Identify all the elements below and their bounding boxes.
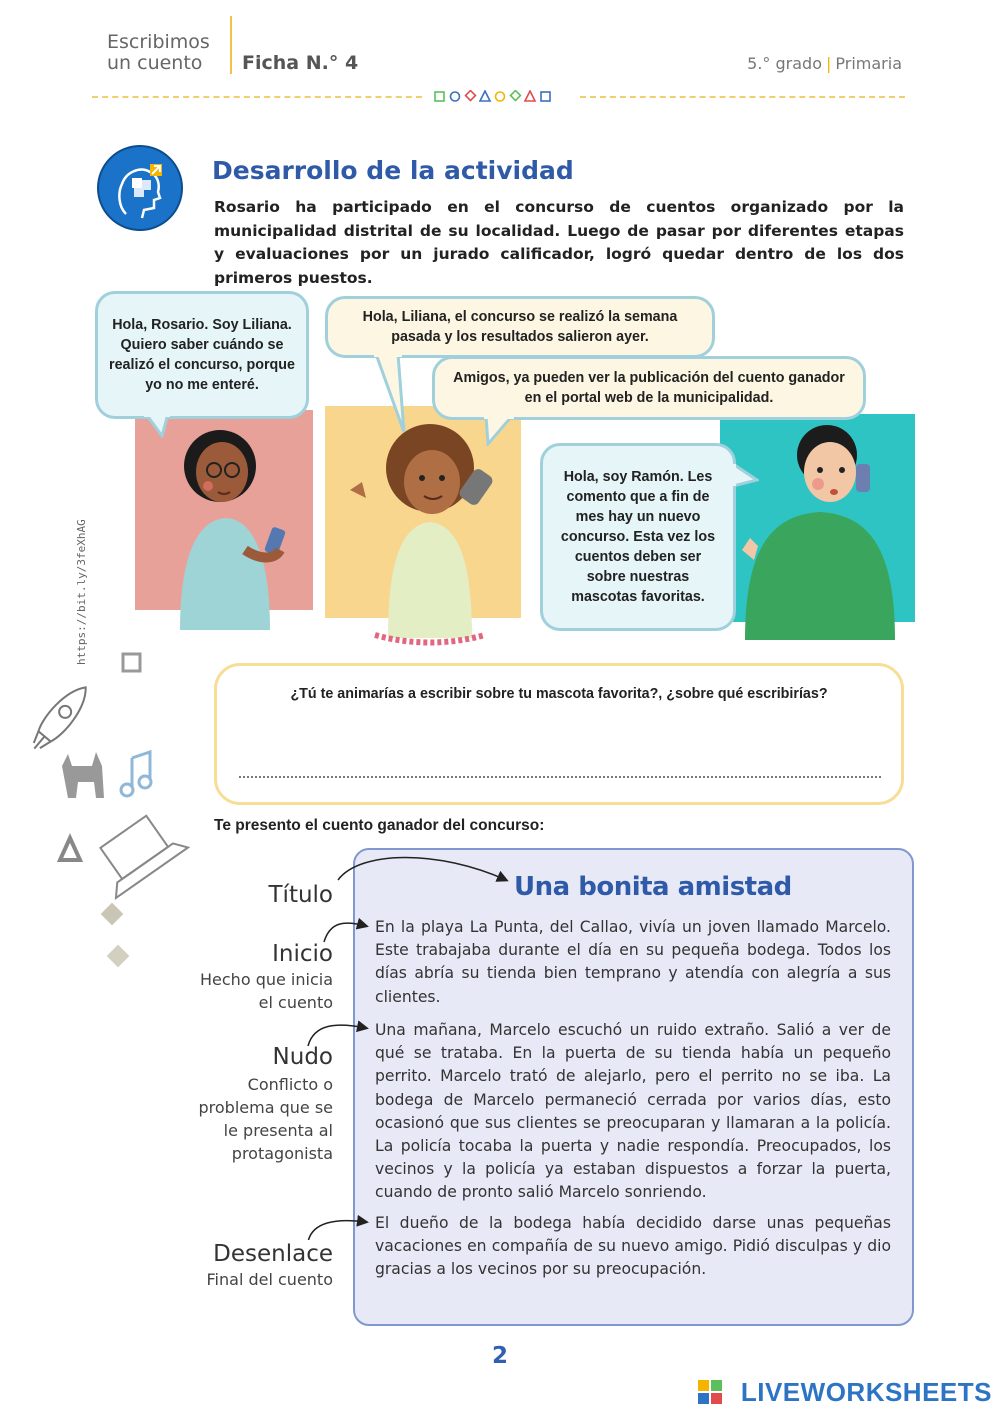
- speech-bubble-rosario-2: [432, 356, 866, 420]
- story-title: Una bonita amistad: [514, 872, 792, 902]
- label-nudo-desc: Conflicto o problema que se le presenta al protagonista: [198, 1075, 333, 1163]
- activity-intro: Rosario ha participado en el concurso de cuentos organizado por la municipalidad distrital de su localidad. Luego de pasar por diferentes etapas y evaluaciones por un jurado calificador, logró quedar dentro de los dos primeros puestos.: [214, 198, 904, 287]
- label-inicio: Inicio: [272, 941, 333, 967]
- ramon-speech: Hola, soy Ramón. Les comento que a fin de mes hay un nuevo concurso. Esta vez los cuentos deben ser sobre nuestras mascotas favoritas.: [560, 469, 716, 605]
- speech-bubble-liliana: [95, 291, 309, 419]
- bubble-tail-ramon: [733, 462, 759, 492]
- bubble-tail-liliana: [140, 414, 180, 438]
- activity-title: Desarrollo de la actividad: [212, 156, 574, 185]
- speech-bubble-rosario-1: [325, 296, 715, 358]
- story-paragraph-desenlace: El dueño de la bodega había decidido darse unas pequeñas vacaciones en compañía de su nuevo amigo. Pidió disculpas y dio gracias a los vecinos por su preocupación.: [375, 1214, 891, 1279]
- answer-input[interactable]: [247, 726, 871, 770]
- level-text: Primaria: [835, 54, 902, 73]
- label-desenlace: Desenlace: [213, 1241, 333, 1267]
- header-dashed-line-right: [580, 96, 905, 98]
- label-nudo: Nudo: [272, 1044, 333, 1070]
- label-desenlace-desc: Final del cuento: [206, 1270, 333, 1289]
- page-number: 2: [491, 1343, 508, 1369]
- grade-text: 5.° grado: [747, 54, 822, 73]
- source-url: https://bit.ly/3feXhAG: [75, 519, 88, 665]
- liliana-speech: Hola, Rosario. Soy Liliana. Quiero saber cuándo se realizó el concurso, porque yo no me enteré.: [109, 317, 295, 393]
- header-dashed-line-left: [92, 96, 422, 98]
- header-divider: [230, 16, 232, 74]
- sheet-number: Ficha N.° 4: [242, 52, 359, 74]
- story-intro-text: Te presento el cuento ganador del concurso:: [214, 817, 545, 834]
- story-paragraph-inicio: En la playa La Punta, del Callao, vivía un joven llamado Marcelo. Este trabajaba durante el día en su pequeña bodega. Todos los días abría su tienda bien temprano y atendía con alegría a sus clientes.: [375, 918, 891, 1006]
- grade-separator: |: [826, 54, 832, 73]
- structure-arrows: [300, 850, 520, 1240]
- label-titulo: Título: [268, 882, 333, 908]
- brand-name[interactable]: LIVEWORKSHEETS: [740, 1377, 992, 1407]
- bubble-tail-rosario-2: [482, 416, 518, 446]
- story-paragraph-nudo: Una mañana, Marcelo escuchó un ruido extraño. Salió a ver de qué se trataba. En la puerta de su tienda había un pequeño perrito. Marcelo trató de alejarlo, pero el perrito no se iba. La bodega de Marcelo permaneció cerrada por varios días, esto ocasionó que sus clientes se preocuparan y llamaran a la policía. La policía tocaba la puerta y nadie respondía. Preocupados, los vecinos y la policía ya estaban dispuestos a forzar la puerta, cuando de pronto salió Marcelo sonriendo.: [375, 1021, 891, 1202]
- rosario-speech-2: Amigos, ya pueden ver la publicación del cuento ganador en el portal web de la municipalidad.: [453, 370, 845, 406]
- label-inicio-desc: Hecho que inicia el cuento: [200, 970, 333, 1012]
- speech-bubble-ramon: [540, 443, 736, 631]
- comic-illustration: [130, 400, 920, 660]
- unit-title-text: Escribimos un cuento: [107, 31, 210, 74]
- unit-title: [107, 32, 227, 74]
- rosario-speech-1: Hola, Liliana, el concurso se realizó la semana pasada y los resultados salieron ayer.: [362, 309, 678, 345]
- answer-dotted-line: [239, 776, 881, 778]
- liveworksheets-logo-icon: [698, 1380, 722, 1404]
- bubble-tail-rosario-1: [372, 354, 412, 436]
- grade-level: [747, 54, 902, 73]
- header-shapes-icon: [434, 90, 566, 104]
- question-text: ¿Tú te animarías a escribir sobre tu mascota favorita?, ¿sobre qué escribirías?: [290, 686, 828, 702]
- decorative-doodles-icon: [12, 648, 222, 978]
- question-box: [214, 663, 904, 805]
- brain-puzzle-icon: [96, 144, 184, 232]
